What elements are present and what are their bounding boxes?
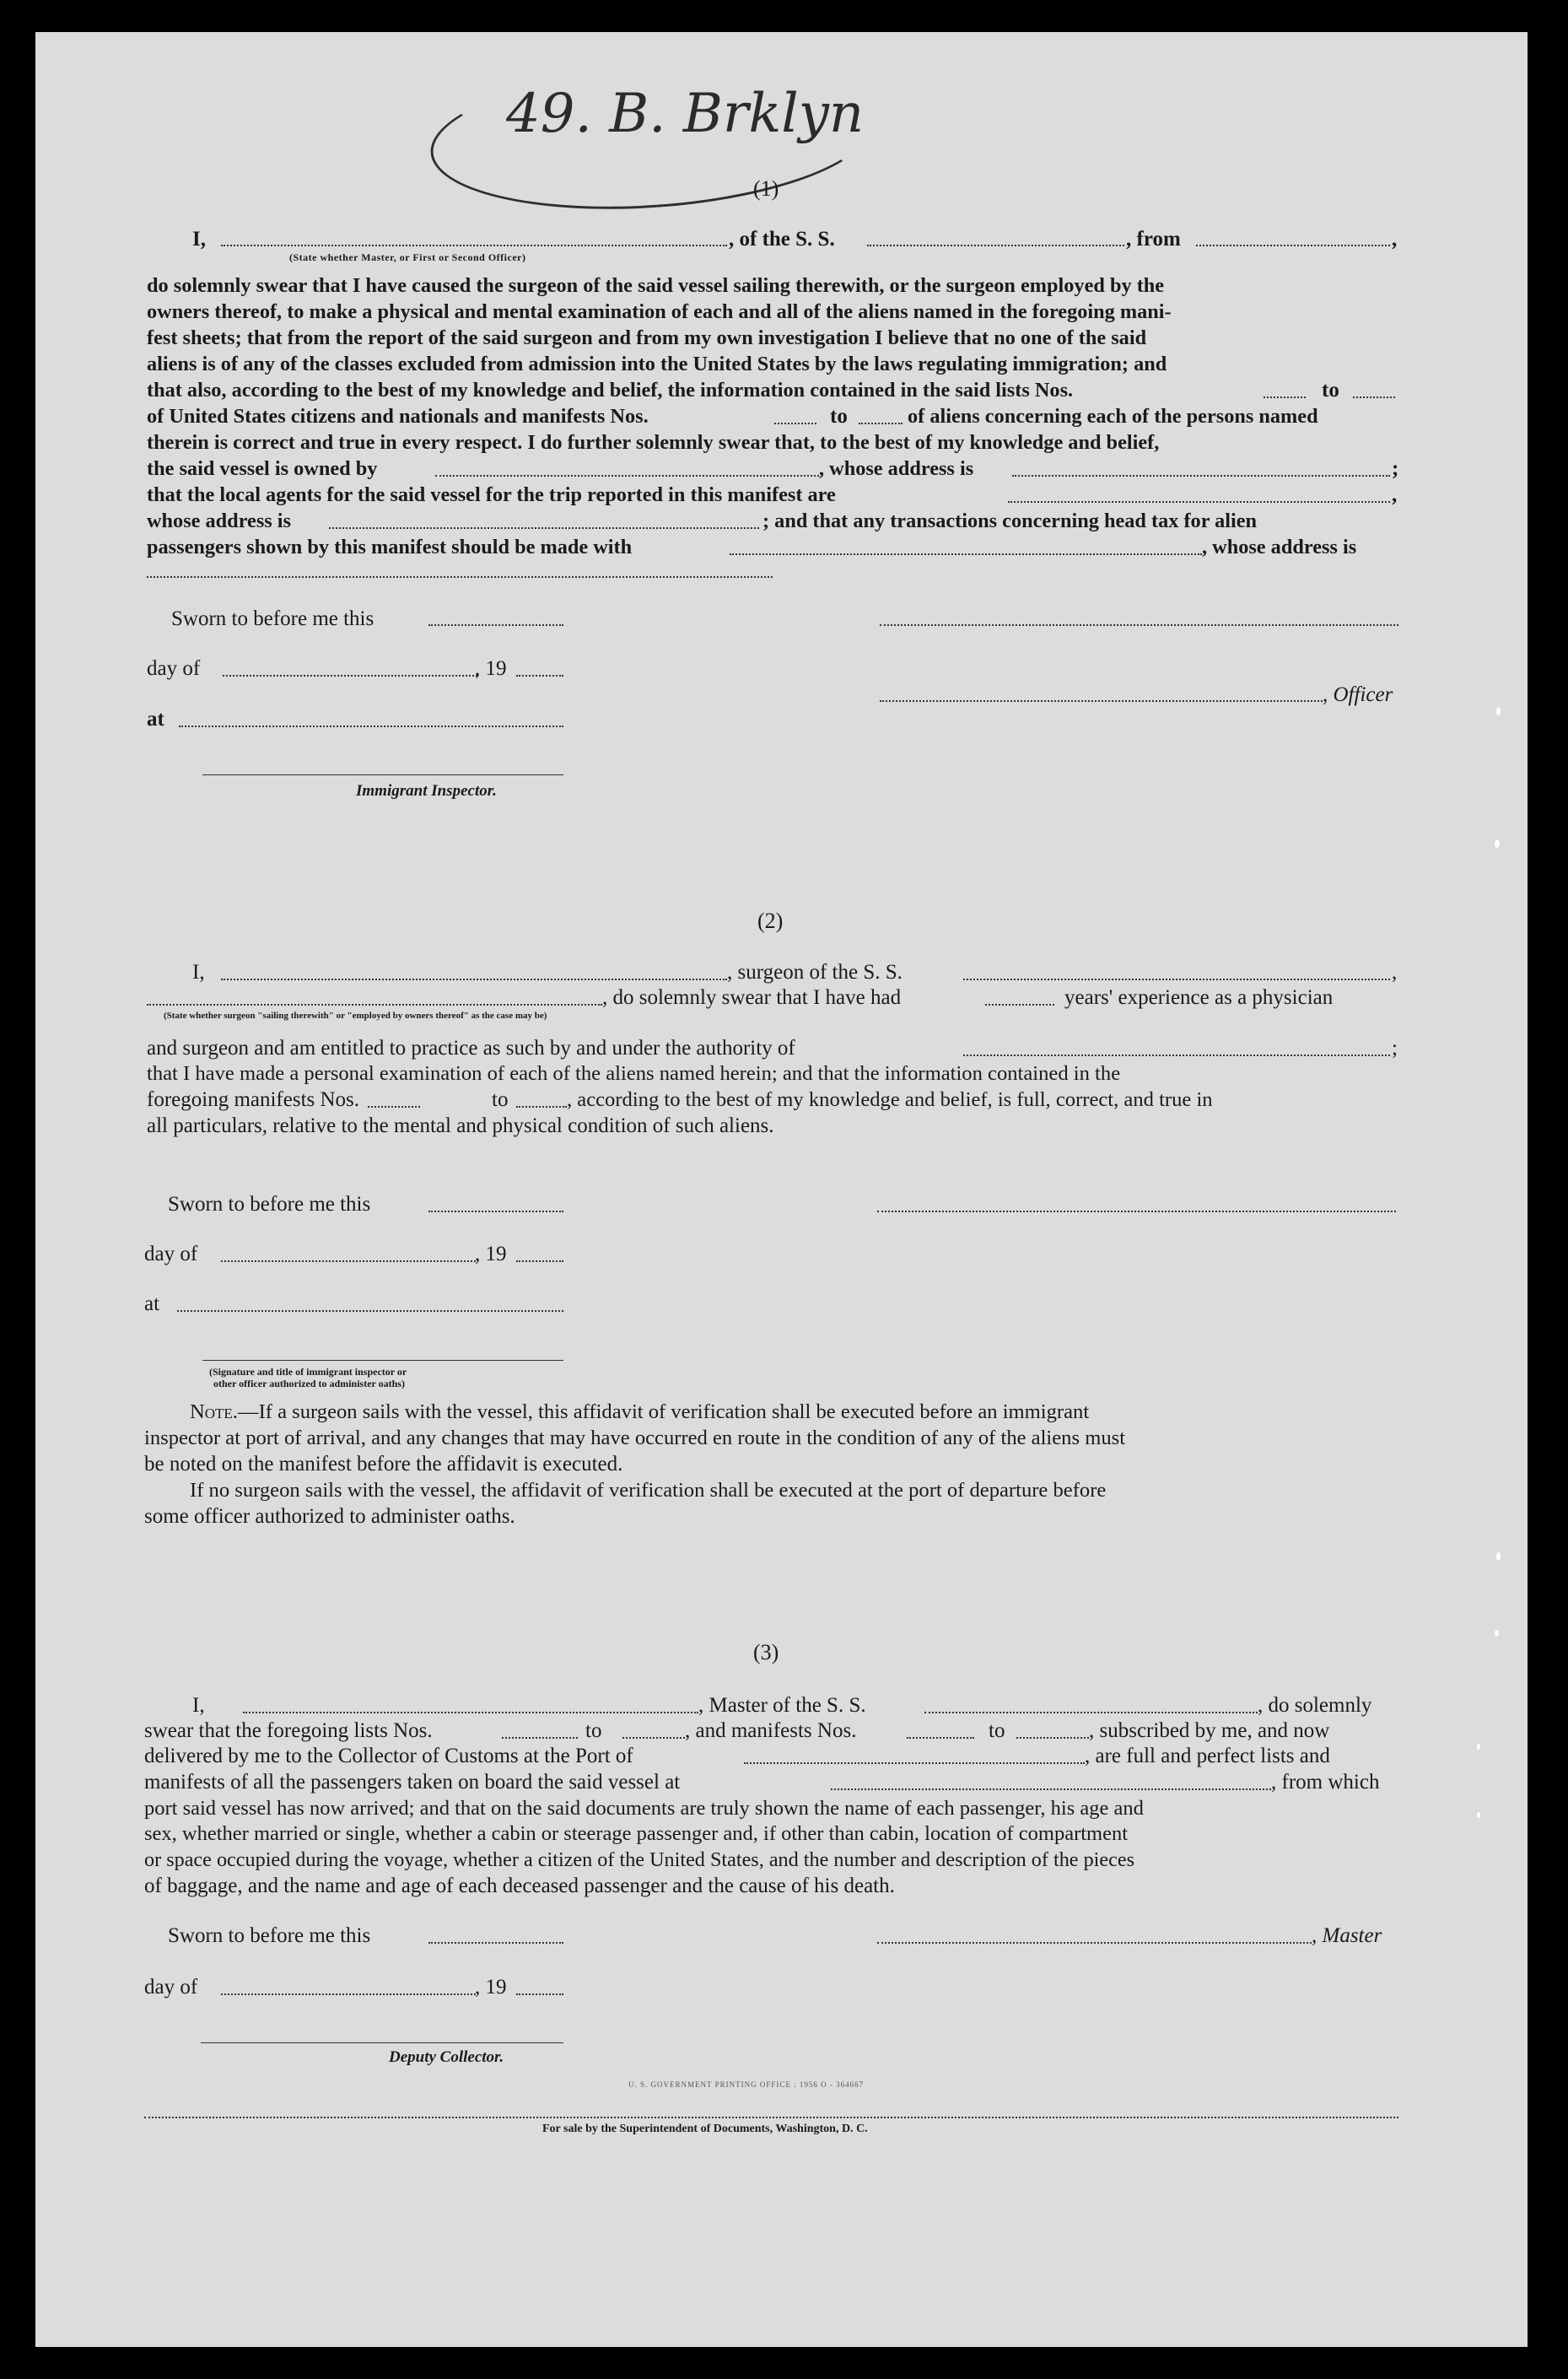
s3-line-2a: swear that the foregoing lists Nos.	[144, 1719, 433, 1742]
s2-i: I,	[192, 961, 205, 984]
s2-note-line-3: be noted on the manifest before the affidavit is executed.	[144, 1453, 623, 1475]
s1-para-8a: the said vessel is owned by	[147, 457, 378, 480]
s1-para-8b: , whose address is	[819, 457, 974, 480]
s2-para-1b: ;	[1392, 1037, 1398, 1060]
s2-authority-field[interactable]	[963, 1055, 1390, 1056]
s2-note-line-5: some officer authorized to administer oaths.	[144, 1505, 515, 1528]
s1-year-field[interactable]	[516, 675, 563, 677]
s3-para-1: port said vessel has now arrived; and that on the said documents are truly shown the name of each passenger, his age and	[144, 1797, 1144, 1820]
s1-manifest-from-field[interactable]	[774, 423, 816, 424]
s3-line-2-to2: to	[989, 1719, 1005, 1742]
s2-experience: years' experience as a physician	[1064, 986, 1334, 1009]
s1-inspector-label: Immigrant Inspector.	[356, 782, 497, 800]
s1-from: , from	[1126, 228, 1181, 251]
s1-ship-field[interactable]	[867, 245, 1124, 246]
s3-port-field[interactable]	[744, 1762, 1085, 1764]
footer-sale-notice: For sale by the Superintendent of Documents, Washington, D. C.	[542, 2123, 868, 2135]
s1-i: I,	[192, 228, 206, 251]
s3-departure-port-field[interactable]	[831, 1788, 1271, 1790]
s1-para-4: aliens is of any of the classes excluded from admission into the United States by the laws regulating immigration; and	[147, 353, 1167, 375]
s3-master-name-field[interactable]	[243, 1712, 698, 1713]
s2-surgeon-of: , surgeon of the S. S.	[727, 961, 903, 984]
s1-para-3: fest sheets; that from the report of the said surgeon and from my own investigation I believe that no one of the said	[147, 326, 1147, 349]
s2-note-line-2: inspector at port of arrival, and any changes that may have occurred en route in the condition of any of the aliens must	[144, 1427, 1126, 1449]
s3-line-2c: , subscribed by me, and now	[1089, 1719, 1330, 1742]
s2-comma: ,	[1392, 961, 1398, 984]
s3-solemnly: , do solemnly	[1258, 1694, 1372, 1717]
section-2-number: (2)	[757, 909, 784, 933]
s1-at-label: at	[147, 708, 164, 731]
s2-note-line-1	[190, 1399, 1089, 1425]
footer-rule	[144, 2117, 1398, 2118]
s1-from-field[interactable]	[1196, 245, 1390, 246]
s1-p6-to: to	[830, 405, 848, 428]
s2-manifest-to-field[interactable]	[516, 1106, 567, 1108]
s3-year-label: , 19	[475, 1976, 507, 1999]
s1-para-1: do solemnly swear that I have caused the surgeon of the said vessel sailing therewith, or the surgeon employed by the	[147, 274, 1165, 297]
s1-para-7: therein is correct and true in every respect. I do further solemnly swear that, to the best of my knowledge and belief,	[147, 431, 1160, 454]
scan-speck	[1495, 839, 1500, 848]
s1-month-field[interactable]	[223, 675, 477, 677]
s1-at-field[interactable]	[179, 726, 563, 727]
s1-para-8c: ;	[1392, 457, 1399, 480]
handwritten-annotation: 49. B. Brklyn	[506, 83, 865, 145]
s3-ship-field[interactable]	[924, 1712, 1258, 1713]
s1-signature-field[interactable]	[880, 624, 1398, 626]
s3-master-label: , Master	[1312, 1924, 1382, 1947]
s1-day-label: day of	[147, 657, 201, 680]
s1-para-6a: of United States citizens and nationals and manifests Nos.	[147, 405, 649, 428]
s2-surgeon-name-field[interactable]	[221, 979, 727, 980]
s2-para-3a: foregoing manifests Nos.	[147, 1088, 360, 1111]
s1-comma: ,	[1392, 228, 1398, 251]
s3-month-field[interactable]	[221, 1993, 476, 1995]
gpo-imprint: U. S. GOVERNMENT PRINTING OFFICE : 1956 O - 364667	[628, 2080, 865, 2089]
s3-master-of: , Master of the S. S.	[698, 1694, 866, 1717]
s3-para-2: sex, whether married or single, whether a cabin or steerage passenger and, if other than cabin, location of compartment	[144, 1822, 1129, 1845]
s1-sworn-label: Sworn to before me this	[171, 607, 374, 630]
s2-note-text-1: —If a surgeon sails with the vessel, this affidavit of verification shall be executed before an immigrant	[237, 1400, 1090, 1423]
scan-speck	[1477, 1744, 1480, 1750]
s1-lists-from-field[interactable]	[1264, 396, 1306, 398]
s3-master-sign-field[interactable]	[877, 1942, 1312, 1944]
s1-officer-sign-field[interactable]	[880, 700, 1323, 702]
s1-para-11b: , whose address is	[1202, 536, 1357, 558]
s1-manifest-to-field[interactable]	[859, 423, 903, 424]
s2-year-label: , 19	[475, 1243, 507, 1265]
s1-of-ss: , of the S. S.	[729, 228, 835, 251]
s2-at-field[interactable]	[177, 1310, 563, 1312]
s1-headtax-field[interactable]	[730, 553, 1202, 555]
s3-line-4b: , from which	[1271, 1771, 1380, 1794]
s3-manifest-from-field[interactable]	[907, 1737, 974, 1739]
s1-para-10b: ; and that any transactions concerning head tax for alien	[762, 510, 1258, 532]
s1-para-2: owners thereof, to make a physical and mental examination of each and all of the aliens named in the foregoing mani-	[147, 300, 1172, 323]
s3-lists-from-field[interactable]	[502, 1737, 578, 1739]
s1-para-9b: ,	[1392, 483, 1398, 506]
s3-para-3: or space occupied during the voyage, whether a citizen of the United States, and the number and description of the pieces	[144, 1848, 1135, 1871]
s2-signature-field[interactable]	[877, 1211, 1396, 1212]
s1-para-5: that also, according to the best of my knowledge and belief, the information contained in the said lists Nos.	[147, 379, 1074, 402]
s1-year-label: , 19	[475, 657, 507, 680]
s2-ship-field[interactable]	[963, 979, 1390, 980]
s1-agents-address-field[interactable]	[329, 527, 759, 529]
s2-sig-caption-2: other officer authorized to administer oaths)	[213, 1378, 405, 1389]
s1-headtax-address-field[interactable]	[147, 576, 773, 578]
scan-speck	[1495, 1630, 1499, 1637]
s1-officer-field[interactable]	[221, 245, 727, 246]
s2-year-field[interactable]	[516, 1260, 563, 1262]
s2-note-label: Note.	[190, 1400, 238, 1423]
s2-sig-caption-1: (Signature and title of immigrant inspector or	[209, 1366, 407, 1378]
s1-officer-label: , Officer	[1323, 683, 1393, 706]
s3-day-label: day of	[144, 1976, 198, 1999]
s1-para-6b: of aliens concerning each of the persons named	[908, 405, 1318, 428]
s2-para-3b: , according to the best of my knowledge and belief, is full, correct, and true in	[567, 1088, 1213, 1111]
scan-speck	[1496, 707, 1501, 715]
s1-inspector-sign-field[interactable]	[202, 774, 563, 775]
s2-sworn-day-field[interactable]	[428, 1211, 563, 1212]
s3-sworn-day-field[interactable]	[428, 1942, 563, 1944]
s1-lists-to-field[interactable]	[1353, 396, 1395, 398]
scan-speck	[1496, 1552, 1501, 1561]
s1-owner-field[interactable]	[435, 475, 819, 477]
s1-para-10a: whose address is	[147, 510, 292, 532]
section-1-number: (1)	[753, 176, 779, 201]
s3-para-4: of baggage, and the name and age of each deceased passenger and the cause of his death.	[144, 1875, 895, 1897]
s1-para-9a: that the local agents for the said vessel for the trip reported in this manifest are	[147, 483, 836, 506]
s2-at-label: at	[144, 1292, 160, 1315]
s2-para-3-to: to	[492, 1088, 509, 1111]
s3-line-2-to: to	[585, 1719, 602, 1742]
s2-sworn-label: Sworn to before me this	[168, 1193, 371, 1216]
s2-note-line-4: If no surgeon sails with the vessel, the affidavit of verification shall be executed at the port of departure before	[190, 1479, 1107, 1502]
s3-line-4a: manifests of all the passengers taken on board the said vessel at	[144, 1771, 681, 1794]
s1-sub-caption: (State whether Master, or First or Second Officer)	[289, 251, 526, 263]
s2-officer-sign-field[interactable]	[202, 1360, 563, 1361]
s2-para-2: that I have made a personal examination of each of the aliens named herein; and that the information contained in the	[147, 1062, 1121, 1085]
s3-manifest-to-field[interactable]	[1016, 1737, 1089, 1739]
s2-day-label: day of	[144, 1243, 198, 1265]
s2-manifest-from-field[interactable]	[368, 1106, 420, 1108]
s1-p5-to: to	[1322, 379, 1339, 402]
s2-para-4: all particulars, relative to the mental and physical condition of such aliens.	[147, 1114, 774, 1137]
s3-line-3a: delivered by me to the Collector of Customs at the Port of	[144, 1745, 633, 1767]
s1-owner-address-field[interactable]	[1012, 475, 1390, 477]
s2-years-field[interactable]	[985, 1004, 1054, 1006]
s3-collector-label: Deputy Collector.	[389, 2048, 504, 2066]
s2-swear: , do solemnly swear that I have had	[602, 986, 902, 1009]
s3-line-3b: , are full and perfect lists and	[1085, 1745, 1330, 1767]
s3-collector-sign-field[interactable]	[201, 2042, 563, 2043]
s1-agents-field[interactable]	[1008, 501, 1390, 503]
s1-sworn-day-field[interactable]	[428, 624, 563, 626]
s2-month-field[interactable]	[221, 1260, 476, 1262]
s3-year-field[interactable]	[516, 1993, 563, 1995]
s3-lists-to-field[interactable]	[622, 1737, 685, 1739]
scan-speck	[1477, 1812, 1480, 1818]
s3-i: I,	[192, 1694, 205, 1717]
s2-status-field[interactable]	[147, 1004, 602, 1006]
s3-sworn-label: Sworn to before me this	[168, 1924, 371, 1947]
s2-para-1a: and surgeon and am entitled to practice as such by and under the authority of	[147, 1037, 795, 1060]
section-3-number: (3)	[753, 1640, 779, 1664]
s1-para-11a: passengers shown by this manifest should be made with	[147, 536, 633, 558]
s2-sub-caption: (State whether surgeon "sailing therewith" or "employed by owners thereof" as the case may be)	[164, 1011, 547, 1021]
s3-line-2b: , and manifests Nos.	[685, 1719, 857, 1742]
